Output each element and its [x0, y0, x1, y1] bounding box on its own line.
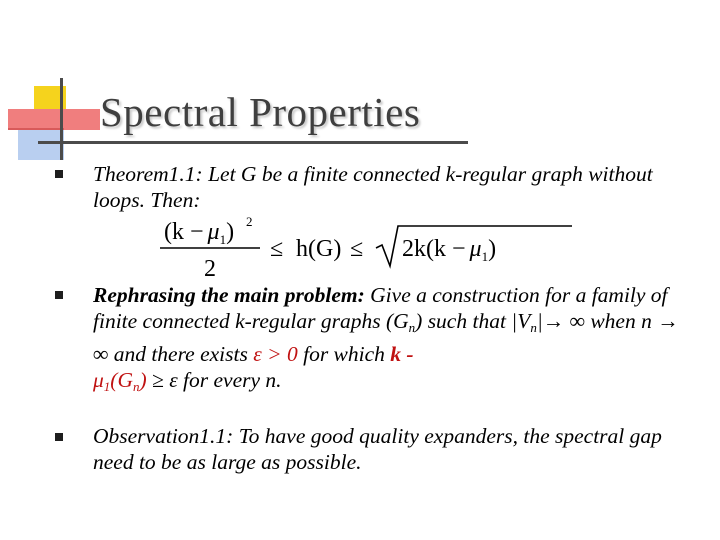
rephrasing-text-e: ≥ ε for every n. [146, 368, 282, 392]
gn-open: (G [110, 368, 133, 392]
mu-subscript: 1 [103, 379, 111, 394]
observation-label: Observation1.1: [93, 424, 234, 448]
bullet-observation [93, 423, 698, 475]
bullet-square-icon [55, 291, 63, 299]
rephrasing-text-a: Give a construction for a family of finite connected k-regular graphs (G [93, 283, 668, 333]
decorative-logo [0, 0, 120, 170]
root-mu-sub: 1 [481, 249, 489, 264]
red-bar [8, 109, 100, 130]
observation-text: To have good quality expanders, the spectral gap need to be as large as possible. [93, 424, 662, 474]
exponent-2: 2 [246, 214, 253, 229]
theorem-text: Let G be a finite connected k-regular graph without loops. Then: [93, 162, 653, 212]
theorem-label: Theorem1.1: [93, 162, 203, 186]
fraction-numerator [164, 219, 234, 247]
rephrasing-label: Rephrasing the main problem: [93, 283, 365, 307]
rephrasing-text-c: |→ ∞ when n → ∞ and there exists [93, 309, 679, 366]
mu-symbol: μ [93, 368, 104, 392]
epsilon-condition: ε > 0 [253, 342, 298, 366]
num-close: ) [226, 219, 235, 245]
root-close: ) [488, 236, 497, 262]
gn-close: ) [139, 368, 147, 392]
bullet-square-icon [55, 433, 63, 441]
sub-n: n [408, 320, 416, 335]
num-mu-sub: 1 [219, 232, 227, 247]
red-line [8, 128, 64, 130]
root-body-text: 2k(k − [402, 236, 466, 262]
cheeger-constant: h(G) [296, 236, 342, 262]
fraction-denominator: 2 [204, 256, 216, 282]
slide-title: Spectral Properties [100, 89, 421, 135]
root-body [402, 236, 496, 264]
bullet-square-icon [55, 170, 63, 178]
leq-sign-1: ≤ [270, 236, 284, 262]
k-minus: k - [390, 342, 414, 366]
sub-n-3: n [132, 379, 140, 394]
root-mu: μ [469, 236, 482, 262]
vertical-rule [60, 78, 63, 160]
bullet-theorem [93, 161, 698, 213]
leq-sign-2: ≤ [350, 236, 364, 262]
rephrasing-text-b: ) such that |V [415, 309, 531, 333]
num-mu: μ [207, 219, 220, 245]
rephrasing-text-d: for which [297, 342, 391, 366]
bullet-rephrasing [93, 282, 698, 400]
title-underline [38, 141, 468, 144]
sub-n-2: n [530, 320, 537, 335]
cheeger-inequality-formula [150, 212, 590, 282]
num-open: (k − [164, 219, 204, 245]
